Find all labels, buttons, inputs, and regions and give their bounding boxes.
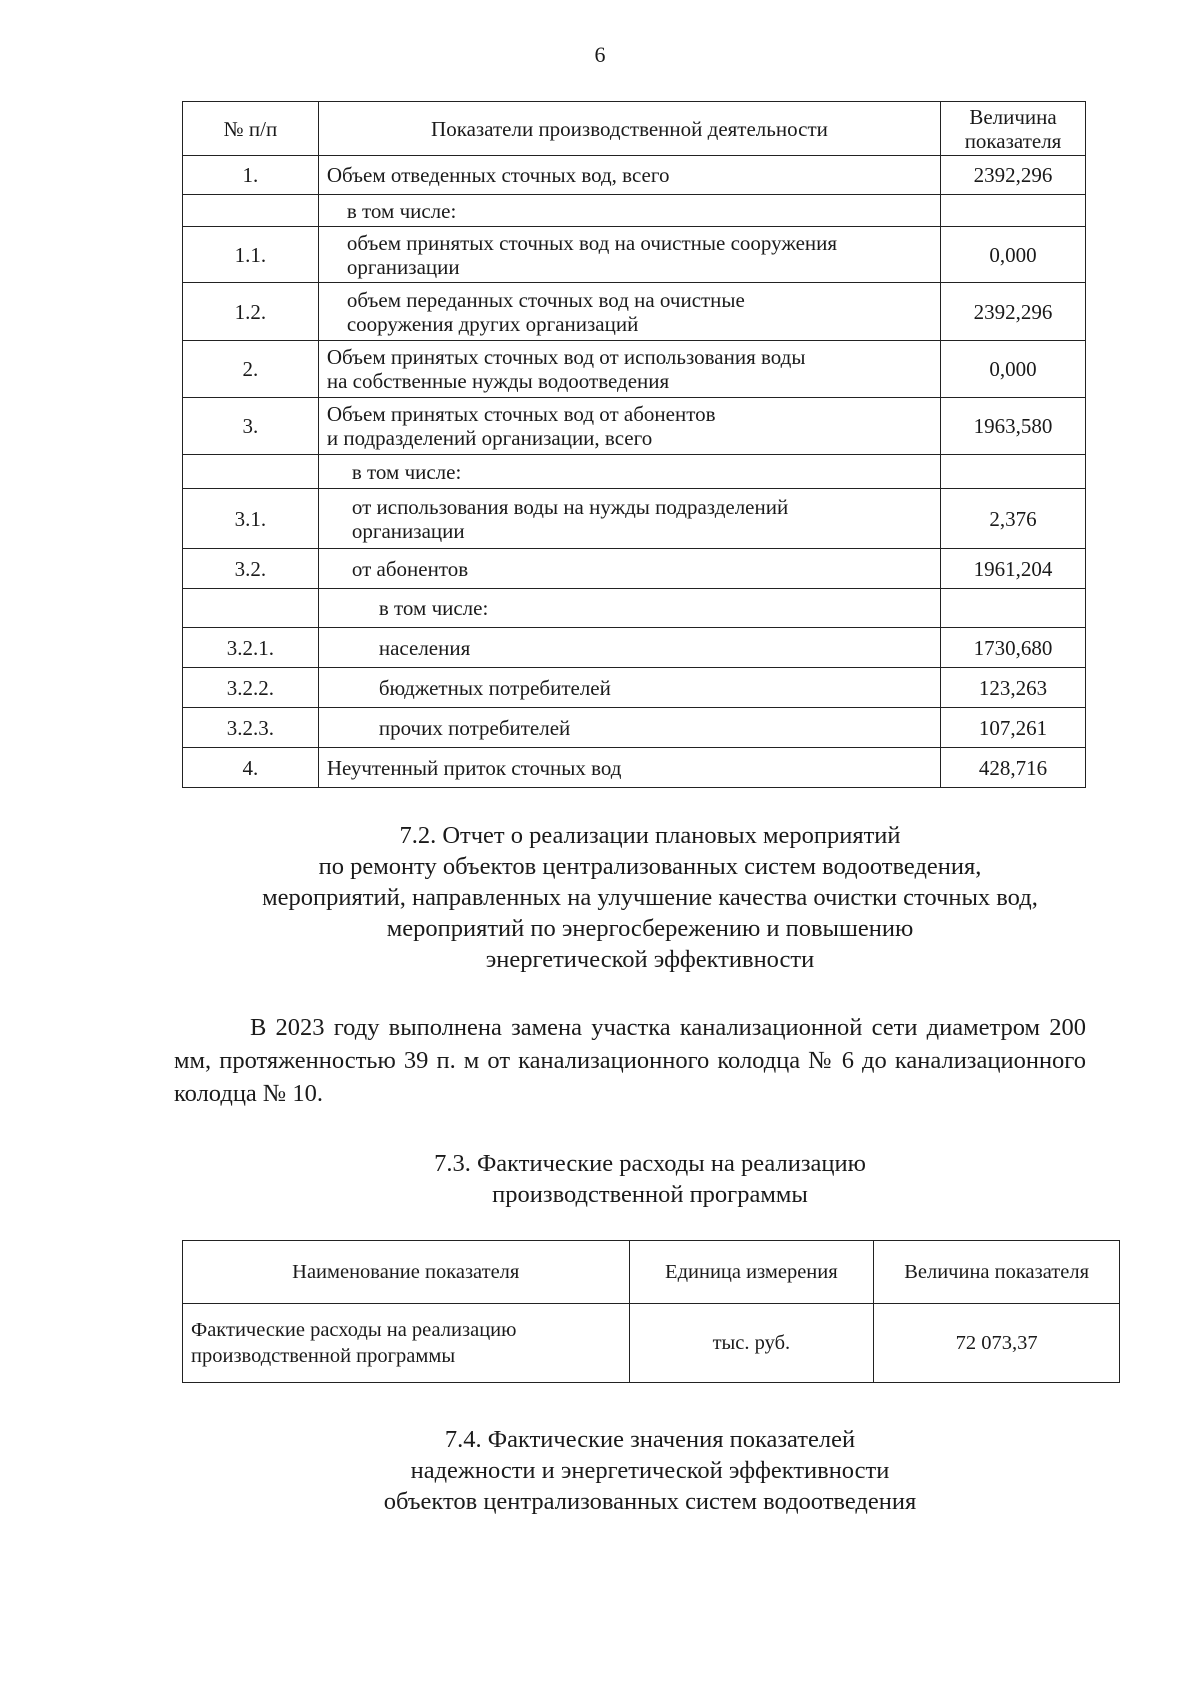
table-row — [183, 156, 1086, 195]
table-header-row — [183, 1241, 1120, 1304]
row-name: населения — [318, 628, 940, 668]
row-name: бюджетных потребителей — [318, 668, 940, 708]
row-num: 1. — [183, 156, 319, 195]
table-row — [183, 195, 1086, 227]
table-header-row — [183, 102, 1086, 156]
row-value — [941, 195, 1086, 227]
row-num — [183, 589, 319, 628]
header-value-line2: показателя — [964, 128, 1062, 153]
title-line: надежности и энергетической эффективности — [410, 1457, 890, 1484]
row-value — [941, 589, 1086, 628]
row-num: 4. — [183, 748, 319, 788]
table-row — [183, 455, 1086, 489]
header-value-line1: Величина — [969, 104, 1057, 129]
title-line: мероприятий по энергосбережению и повышению — [386, 915, 914, 942]
production-indicators-table — [182, 101, 1086, 788]
table-row — [183, 489, 1086, 549]
row-value: 107,261 — [941, 708, 1086, 748]
row-name: Неучтенный приток сточных вод — [318, 748, 940, 788]
title-line: 7.4. Фактические значения показателей — [444, 1426, 856, 1453]
row-num: 2. — [183, 341, 319, 398]
title-line: мероприятий, направленных на улучшение качества очистки сточных вод, — [262, 884, 1038, 911]
row-name-line: объем переданных сточных вод на очистные — [346, 287, 745, 312]
table-row — [183, 589, 1086, 628]
section-7-2-paragraph: В 2023 году выполнена замена участка канализационной сети диаметром 200 мм, протяженностью 39 п. м от канализационного колодца № 6 до канализационного колодца № 10. — [174, 1014, 1086, 1107]
row-value — [941, 455, 1086, 489]
row-name: в том числе: — [318, 455, 940, 489]
table-row — [183, 283, 1086, 341]
row-value: 428,716 — [941, 748, 1086, 788]
row-name — [318, 227, 940, 283]
row-value: 2392,296 — [941, 156, 1086, 195]
title-line: объектов централизованных систем водоотведения — [383, 1488, 917, 1515]
row-name-line: Объем принятых сточных вод от использования воды — [326, 345, 806, 369]
row-num: 1.1. — [183, 227, 319, 283]
header-unit: Единица измерения — [629, 1241, 874, 1304]
row-num — [183, 455, 319, 489]
row-num: 3.2.2. — [183, 668, 319, 708]
row-name: в том числе: — [318, 195, 940, 227]
row-name — [183, 1304, 630, 1383]
page-number: 6 — [594, 42, 606, 67]
row-name-line: Фактические расходы на реализацию — [191, 1319, 517, 1341]
title-line: 7.2. Отчет о реализации плановых мероприятий — [399, 822, 901, 849]
table-row — [183, 748, 1086, 788]
section-7-2-title — [0, 820, 1200, 975]
table-row — [183, 668, 1086, 708]
row-num: 1.2. — [183, 283, 319, 341]
table-row — [183, 708, 1086, 748]
row-value: 0,000 — [941, 341, 1086, 398]
row-name-line: организации — [346, 254, 460, 279]
row-value: 1961,204 — [941, 549, 1086, 589]
row-value: 1963,580 — [941, 398, 1086, 455]
row-value: 2,376 — [941, 489, 1086, 549]
row-num: 3.2.1. — [183, 628, 319, 668]
row-name — [318, 489, 940, 549]
title-line: производственной программы — [492, 1181, 808, 1208]
table-row — [183, 628, 1086, 668]
row-name — [318, 398, 940, 455]
row-name-line: организации — [351, 518, 465, 543]
row-name-line: и подразделений организации, всего — [326, 426, 653, 450]
table-row — [183, 227, 1086, 283]
row-name: в том числе: — [318, 589, 940, 628]
row-value: 0,000 — [941, 227, 1086, 283]
row-num — [183, 195, 319, 227]
expenses-table — [182, 1240, 1120, 1383]
title-line: 7.3. Фактические расходы на реализацию — [434, 1150, 866, 1177]
header-num: № п/п — [183, 102, 319, 156]
section-7-3-title — [0, 1148, 1200, 1210]
row-name — [318, 341, 940, 398]
row-name-line: сооружения других организаций — [346, 311, 639, 336]
header-name: Показатели производственной деятельности — [318, 102, 940, 156]
table-row — [183, 398, 1086, 455]
row-unit: тыс. руб. — [629, 1304, 874, 1383]
header-name: Наименование показателя — [183, 1241, 630, 1304]
header-value — [941, 102, 1086, 156]
row-num: 3. — [183, 398, 319, 455]
row-value: 72 073,37 — [874, 1304, 1120, 1383]
section-7-4-title — [0, 1424, 1200, 1517]
row-name: от абонентов — [318, 549, 940, 589]
table-row — [183, 549, 1086, 589]
table-row — [183, 341, 1086, 398]
header-value: Величина показателя — [874, 1241, 1120, 1304]
row-name-line: объем принятых сточных вод на очистные сооружения — [346, 230, 838, 255]
row-num: 3.2. — [183, 549, 319, 589]
row-num: 3.1. — [183, 489, 319, 549]
title-line: по ремонту объектов централизованных систем водоотведения, — [318, 853, 982, 880]
row-name-line: на собственные нужды водоотведения — [326, 369, 670, 393]
row-name: Объем отведенных сточных вод, всего — [318, 156, 940, 195]
row-value: 1730,680 — [941, 628, 1086, 668]
row-name — [318, 283, 940, 341]
title-line: энергетической эффективности — [485, 946, 815, 973]
row-value: 123,263 — [941, 668, 1086, 708]
row-name-line: Объем принятых сточных вод от абонентов — [326, 402, 716, 426]
row-value: 2392,296 — [941, 283, 1086, 341]
row-num: 3.2.3. — [183, 708, 319, 748]
row-name-line: производственной программы — [191, 1345, 456, 1367]
table-row — [183, 1304, 1120, 1383]
row-name: прочих потребителей — [318, 708, 940, 748]
row-name-line: от использования воды на нужды подразделений — [351, 494, 789, 519]
